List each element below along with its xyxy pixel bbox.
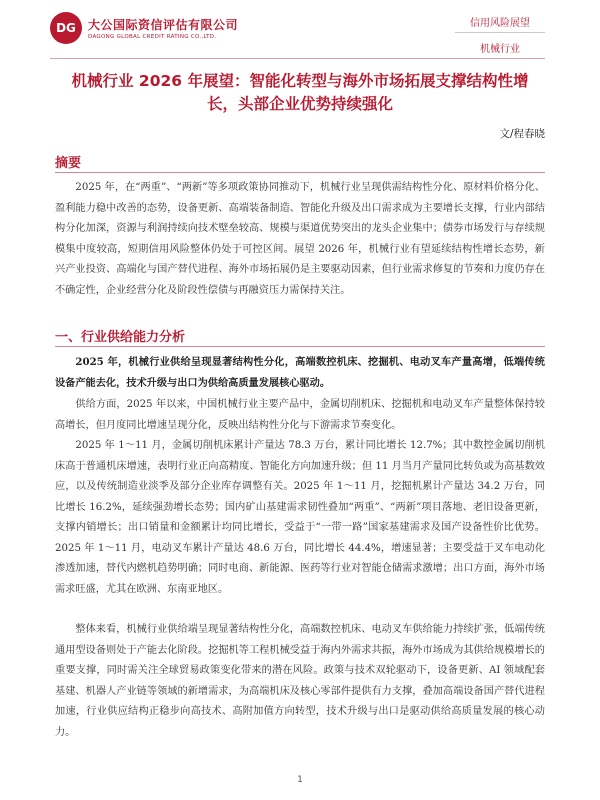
- page-title: 机械行业 2026 年展望：智能化转型与海外市场拓展支撑结构性增长，头部企业优势持续强化: [71, 72, 529, 113]
- company-logo: [50, 12, 238, 44]
- logo-text: [88, 16, 238, 40]
- section-1-lead: 2025 年，机械行业供给呈现显著结构性分化，高端数控机床、挖掘机、电动叉车产量高增，低端传统设备产能去化，技术升级与出口为供给高质量发展核心驱动。: [55, 356, 545, 389]
- section-1-paragraph-3: 整体来看，机械行业供给端呈现显著结构性分化，高端数控机床、电动叉车供给能力持续扩张，低端传统通用型设备则处于产能去化阶段。挖掘机等工程机械受益于海内外需求共振，海外市场成为其供给规模增长的重要支撑，同时需关注全球贸易政策变化带来的潜在风险。政策与技术双轮驱动下，设备更新、AI 领域配套基建、机器人产业链等领域的新增需求，为高端机床及核心零部件提供有力支撑，叠加高端设备国产替代进程加速，行业供应结构正稳步向高技术、高附加值方向转型，技术升级与出口是驱动供给高质量发展的核心动力。: [55, 624, 545, 738]
- page-number: 1: [297, 775, 303, 785]
- logo-name-en: DAGONG GLOBAL CREDIT RATING CO.,LTD.: [88, 34, 217, 40]
- section-1-rule: [55, 346, 545, 347]
- section-1-heading: 一、行业供给能力分析: [55, 330, 186, 345]
- abstract-heading: 摘要: [55, 156, 82, 171]
- industry-tag: 机械行业: [480, 44, 520, 55]
- logo-name-cn: 大公国际资信评估有限公司: [88, 18, 239, 32]
- section-1-paragraph-1: 供给方面，2025 年以来，中国机械行业主要产品中，金属切削机床、挖掘机和电动叉车产量整体保持较高增长，但月度同比增速呈现分化，反映出结构性分化与下游需求节奏变化。: [55, 399, 545, 431]
- header-rule: [50, 58, 545, 59]
- tag-divider: [455, 32, 545, 33]
- author-line: 文/程春晓: [499, 128, 545, 140]
- logo-mark-icon: DG: [50, 12, 82, 44]
- abstract-rule: [55, 172, 545, 173]
- page-header: [0, 0, 600, 62]
- abstract-paragraph: 2025 年，在“两重”、“两新”等多项政策协同推动下，机械行业呈现供需结构性分化、原材料价格分化、盈利能力稳中改善的态势，设备更新、高端装备制造、智能化升级及出口需求成为主要增长支撑，行业内部结构分化加深，资源与利润持续向技术壁垒较高、规模与渠道优势突出的龙头企业集中；债券市场发行与存续规模集中度较高，短期信用风险整体仍处于可控区间。展望 2026 年，机械行业有望延续结构性增长态势，新兴产业投资、高端化与国产替代进程、海外市场拓展仍是主要驱动因素，但行业需求修复的节奏和力度仍存在不确定性，企业经营分化及阶段性偿债与再融资压力需保持关注。: [55, 182, 545, 296]
- section-1-paragraph-2: 2025 年 1～11 月，金属切削机床累计产量达 78.3 万台，累计同比增长 12.7%；其中数控金属切削机床高于普通机床增速，表明行业正向高精度、智能化方向加速升级；但 11 月当月产量同比转负或为高基数效应，以及传统制造业淡季及部分企业库存调整有关。2025 年 1～11 月，挖掘机累计产量达 34.2 万台，同比增长 16.2%，延续强劲增长态势；国内矿山基建需求韧性叠加“两重”、“两新”项目落地、老旧设备更新，支撑内销增长；出口销量和金额累计均同比增长，受益于“一带一路”国家基建需求及国产设备性价比优势。2025 年 1～11 月，电动叉车累计产量达 48.6 万台，同比增长 44.4%，增速显著；主要受益于叉车电动化渗透加速，替代内燃机趋势明确；同时电商、新能源、医药等行业对智能仓储需求激增；出口方面，海外市场需求旺盛，尤其在欧洲、东南亚地区。: [55, 440, 545, 595]
- report-type-tag: 信用风险展望: [470, 18, 530, 29]
